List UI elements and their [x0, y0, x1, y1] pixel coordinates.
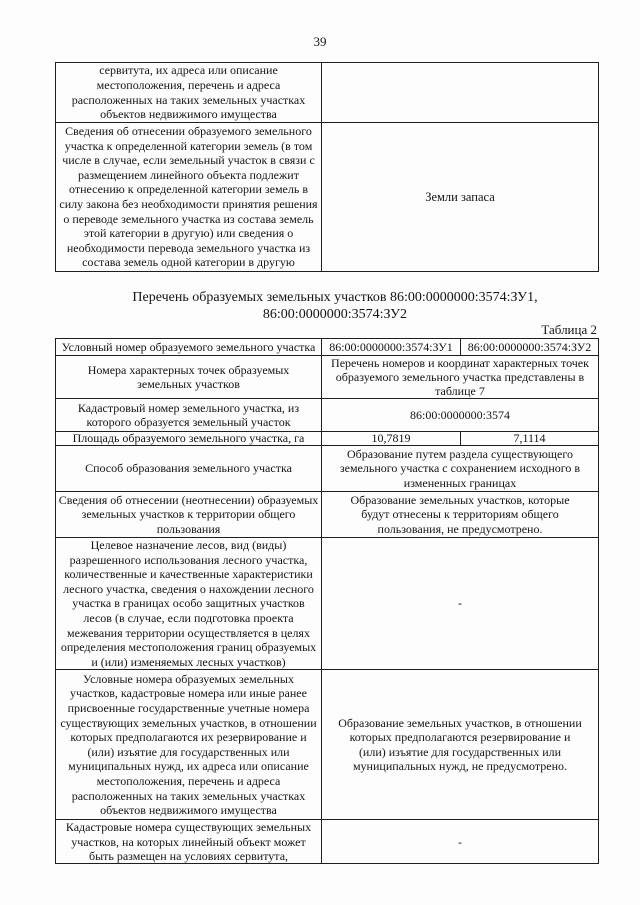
row-label: Кадастровый номер земельного участка, из которого образуется земельный участок — [56, 399, 322, 432]
row-value: Образование путем раздела существующего земельного участка с сохранением исходного в измененных границах — [322, 446, 599, 492]
row-label: Целевое назначение лесов, вид (виды) разрешенного использования лесного участка, количественные и качественные характеристики лесного участка, сведения о нахождении лесного участка в границах особо защитных участков лесов (в случае, если подготовка проекта межевания территории осуществляется в целях определения местоположения границ образуемых и (или) изменяемых лесных участков) — [56, 538, 322, 670]
table-row — [56, 820, 599, 864]
table-row — [56, 538, 599, 670]
row-value-zu1: 86:00:0000000:3574:ЗУ1 — [322, 339, 461, 356]
row-value-zu1: 10,7819 — [322, 432, 461, 446]
row-label: Кадастровые номера существующих земельных участков, на которых линейный объект может быть размещен на условиях сервитута, — [56, 820, 322, 864]
row-label: сервитута, их адреса или описание местоположения, перечень и адреса расположенных на таких земельных участках объектов недвижимого имущества — [56, 63, 322, 123]
row-value: Земли запаса — [322, 123, 599, 272]
row-value: - — [322, 538, 599, 670]
row-value: 86:00:0000000:3574 — [322, 399, 599, 432]
table-row — [56, 446, 599, 492]
table-caption: Таблица 2 — [541, 322, 597, 337]
table-row — [56, 432, 599, 446]
table-row — [56, 63, 599, 123]
table-row — [56, 492, 599, 538]
row-value-empty — [322, 63, 599, 123]
row-value: Образование земельных участков, которые будут отнесены к территориям общего пользования, не предусмотрено. — [322, 492, 599, 538]
document-heading: Перечень образуемых земельных участков 86:00:0000000:3574:ЗУ1, 86:00:0000000:3574:ЗУ2 — [132, 290, 538, 322]
row-value: - — [322, 820, 599, 864]
row-value: Перечень номеров и координат характерных точек образуемого земельного участка представлены в таблице 7 — [322, 356, 599, 399]
row-value-zu2: 7,1114 — [461, 432, 599, 446]
row-value: Образование земельных участков, в отношении которых предполагаются резервирование и (или) изъятие для государственных или муниципальных нужд, не предусмотрено. — [322, 670, 599, 820]
parcels-table — [55, 338, 599, 864]
table-row — [56, 339, 599, 356]
page-number: 39 — [313, 34, 327, 49]
row-label: Номера характерных точек образуемых земельных участков — [56, 356, 322, 399]
table-row — [56, 123, 599, 272]
continued-table — [55, 62, 599, 272]
table-row — [56, 399, 599, 432]
table-row — [56, 356, 599, 399]
row-label: Сведения об отнесении (неотнесении) образуемых земельных участков к территории общего пользования — [56, 492, 322, 538]
row-label: Условные номера образуемых земельных участков, кадастровые номера или иные ранее присвоенные государственные учетные номера существующих земельных участков, в отношении которых предполагаются их резервирование и (или) изъятие для государственных или муниципальных нужд, их адреса или описание местоположения, перечень и адреса расположенных на таких земельных участках объектов недвижимого имущества — [56, 670, 322, 820]
row-label: Условный номер образуемого земельного участка — [56, 339, 322, 356]
row-label: Способ образования земельного участка — [56, 446, 322, 492]
table-row — [56, 670, 599, 820]
row-label: Площадь образуемого земельного участка, га — [56, 432, 322, 446]
row-value-zu2: 86:00:0000000:3574:ЗУ2 — [461, 339, 599, 356]
row-label: Сведения об отнесении образуемого земельного участка к определенной категории земель (в том числе в случае, если земельный участок в связи с размещением линейного объекта подлежит отнесению к определенной категории земель в силу закона без необходимости принятия решения о переводе земельного участка из состава земель этой категории в другую) или сведения о необходимости перевода земельного участка из состава земель одной категории в другую — [56, 123, 322, 272]
